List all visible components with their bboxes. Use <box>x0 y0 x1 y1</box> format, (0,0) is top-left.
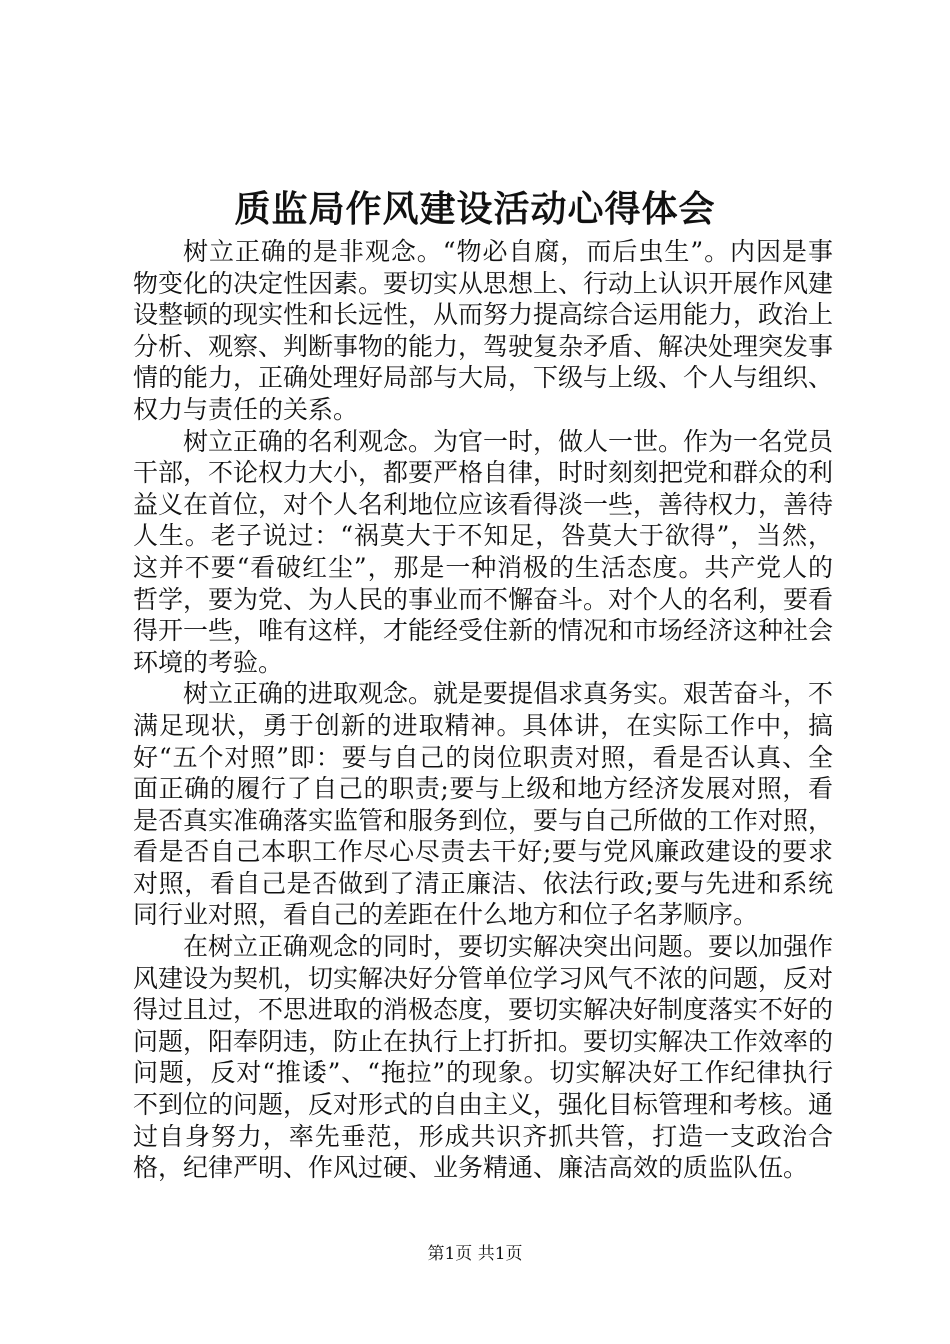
document-title: 质监局作风建设活动心得体会 <box>234 188 716 230</box>
paragraph-4: 在树立正确观念的同时，要切实解决突出问题。要以加强作风建设为契机，切实解决好分管单位学习风气不浓的问题，反对得过且过，不思进取的消极态度，要切实解决好制度落实不好的问题，阳奉阴违，防止在执行上打折扣。要切实解决工作效率的问题，反对“推诿”、“拖拉”的现象。切实解决好工作纪律执行不到位的问题，反对形式的自由主义，强化目标管理和考核。通过自身努力，率先垂范，形成共识齐抓共管，打造一支政治合格，纪律严明、作风过硬、业务精通、廉洁高效的质监队伍。 <box>133 932 834 1183</box>
paragraph-1: 树立正确的是非观念。“物必自腐，而后虫生”。内因是事物变化的决定性因素。要切实从思想上、行动上认识开展作风建设整顿的现实性和长远性，从而努力提高综合运用能力，政治上分析、观察、判断事物的能力，驾驶复杂矛盾、解决处理突发事情的能力，正确处理好局部与大局，下级与上级、个人与组织、权力与责任的关系。 <box>133 237 834 424</box>
page-footer: 第1页 共1页 <box>427 1244 523 1264</box>
paragraph-3: 树立正确的进取观念。就是要提倡求真务实。艰苦奋斗，不满足现状，勇于创新的进取精神。具体讲，在实际工作中，搞好“五个对照”即：要与自己的岗位职责对照，看是否认真、全面正确的履行了自己的职责;要与上级和地方经济发展对照，看是否真实准确落实监管和服务到位，要与自己所做的工作对照，看是否自己本职工作尽心尽责去干好;要与党风廉政建设的要求对照，看自己是否做到了清正廉洁、依法行政;要与先进和系统同行业对照，看自己的差距在什么地方和位子名茅顺序。 <box>133 679 834 930</box>
document-body <box>133 236 833 1184</box>
paragraph-2: 树立正确的名利观念。为官一时，做人一世。作为一名党员干部，不论权力大小，都要严格自律，时时刻刻把党和群众的利益义在首位，对个人名利地位应该看得淡一些，善待权力，善待人生。老子说过：“祸莫大于不知足，咎莫大于欲得”，当然，这并不要“看破红尘”，那是一种消极的生活态度。共产党人的哲学，要为党、为人民的事业而不懈奋斗。对个人的名利，要看得开一些，唯有这样，才能经受住新的情况和市场经济这种社会环境的考验。 <box>133 426 834 677</box>
